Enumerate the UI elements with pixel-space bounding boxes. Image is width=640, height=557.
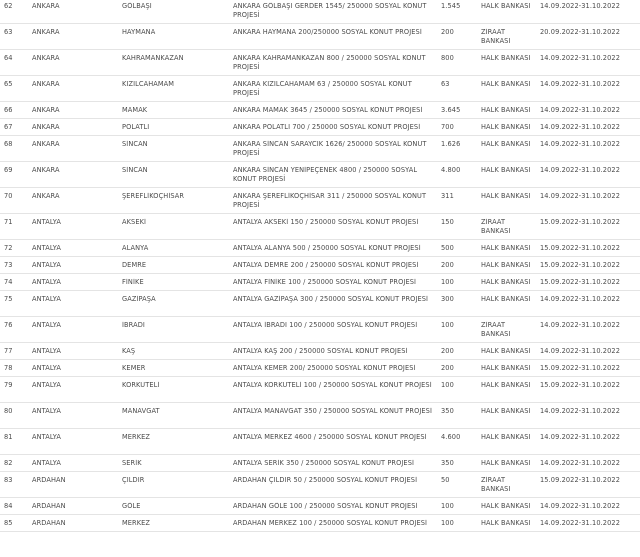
district-cell: ALANYA	[122, 244, 149, 252]
unit-count-cell: 1.626	[441, 140, 461, 148]
row-number: 64	[4, 54, 13, 62]
province-cell: ANTALYA	[32, 278, 61, 286]
application-dates-cell: 14.09.2022-31.10.2022	[540, 502, 620, 510]
project-name-cell: ANTALYA MERKEZ 4600 / 250000 SOSYAL KONUT PROJESİ	[233, 433, 427, 441]
unit-count-cell: 700	[441, 123, 454, 131]
unit-count-cell: 50	[441, 476, 450, 484]
district-cell: ŞEREFLİKOÇHİSAR	[122, 192, 185, 200]
table-row	[0, 50, 640, 76]
project-name-cell: ANKARA ŞEREFLİKOÇHİSAR 311 / 250000 SOSYAL KONUT PROJESİ	[233, 192, 427, 209]
district-cell: SİNCAN	[122, 140, 148, 148]
application-dates-cell: 14.09.2022-31.10.2022	[540, 459, 620, 467]
application-dates-cell: 14.09.2022-31.10.2022	[540, 166, 620, 174]
application-dates-cell: 14.09.2022-31.10.2022	[540, 321, 620, 329]
bank-cell: HALK BANKASI	[481, 433, 531, 441]
project-name-cell: ARDAHAN MERKEZ 100 / 250000 SOSYAL KONUT PROJESİ	[233, 519, 428, 527]
table-row	[0, 317, 640, 343]
district-cell: KORKUTELİ	[122, 381, 160, 389]
bank-cell: HALK BANKASI	[481, 407, 531, 415]
bank-cell: HALK BANKASI	[481, 519, 531, 527]
province-cell: ANTALYA	[32, 347, 61, 355]
project-name-cell: ANKARA HAYMANA 200/250000 SOSYAL KONUT PROJESİ	[233, 28, 422, 36]
row-number: 81	[4, 433, 13, 441]
bank-cell: HALK BANKASI	[481, 364, 531, 372]
unit-count-cell: 100	[441, 519, 454, 527]
table-row	[0, 24, 640, 50]
unit-count-cell: 63	[441, 80, 450, 88]
unit-count-cell: 1.545	[441, 2, 461, 10]
table-row	[0, 274, 640, 291]
province-cell: ANKARA	[32, 166, 60, 174]
district-cell: AKSEKİ	[122, 218, 147, 226]
district-cell: GÖLBAŞI	[122, 2, 152, 10]
project-name-cell: ANTALYA KEMER 200/ 250000 SOSYAL KONUT PROJESİ	[233, 364, 416, 372]
unit-count-cell: 100	[441, 502, 454, 510]
table-row	[0, 291, 640, 317]
row-number: 74	[4, 278, 13, 286]
district-cell: MAMAK	[122, 106, 148, 114]
application-dates-cell: 15.09.2022-31.10.2022	[540, 476, 620, 484]
bank-cell: HALK BANKASI	[481, 244, 531, 252]
district-cell: KAŞ	[122, 347, 136, 355]
row-number: 63	[4, 28, 13, 36]
district-cell: MERKEZ	[122, 433, 151, 441]
application-dates-cell: 14.09.2022-31.10.2022	[540, 192, 620, 200]
district-cell: HAYMANA	[122, 28, 156, 36]
province-cell: ANTALYA	[32, 364, 61, 372]
district-cell: SİNCAN	[122, 166, 148, 174]
table-row	[0, 429, 640, 455]
bank-cell: HALK BANKASI	[481, 140, 531, 148]
province-cell: ARDAHAN	[32, 519, 66, 527]
row-number: 76	[4, 321, 13, 329]
province-cell: ANKARA	[32, 123, 60, 131]
application-dates-cell: 15.09.2022-31.10.2022	[540, 218, 620, 226]
province-cell: ARDAHAN	[32, 476, 66, 484]
row-number: 67	[4, 123, 13, 131]
application-dates-cell: 14.09.2022-31.10.2022	[540, 80, 620, 88]
row-number: 82	[4, 459, 13, 467]
bank-cell: HALK BANKASI	[481, 54, 531, 62]
bank-cell: ZİRAAT BANKASI	[481, 28, 511, 45]
row-number: 75	[4, 295, 13, 303]
province-cell: ANKARA	[32, 140, 60, 148]
district-cell: KAHRAMANKAZAN	[122, 54, 184, 62]
province-cell: ANKARA	[32, 28, 60, 36]
district-cell: İBRADI	[122, 321, 145, 329]
unit-count-cell: 4.600	[441, 433, 461, 441]
table-row	[0, 136, 640, 162]
application-dates-cell: 14.09.2022-31.10.2022	[540, 2, 620, 10]
province-cell: ANKARA	[32, 2, 60, 10]
project-name-cell: ANKARA SİNCAN YENİPEÇENEK 4800 / 250000 SOSYAL KONUT PROJESİ	[233, 166, 418, 183]
bank-cell: HALK BANKASI	[481, 192, 531, 200]
table-row	[0, 455, 640, 472]
application-dates-cell: 15.09.2022-31.10.2022	[540, 381, 620, 389]
row-number: 78	[4, 364, 13, 372]
row-number: 85	[4, 519, 13, 527]
bank-cell: ZİRAAT BANKASI	[481, 476, 511, 493]
project-name-cell: ANTALYA AKSEKİ 150 / 250000 SOSYAL KONUT PROJESİ	[233, 218, 419, 226]
application-dates-cell: 14.09.2022-31.10.2022	[540, 54, 620, 62]
unit-count-cell: 100	[441, 278, 454, 286]
unit-count-cell: 200	[441, 28, 454, 36]
table-row	[0, 119, 640, 136]
district-cell: DEMRE	[122, 261, 147, 269]
unit-count-cell: 100	[441, 381, 454, 389]
project-name-cell: ANTALYA MANAVGAT 350 / 250000 SOSYAL KONUT PROJESİ	[233, 407, 432, 415]
project-name-cell: ARDAHAN GÖLE 100 / 250000 SOSYAL KONUT PROJESİ	[233, 502, 418, 510]
table-row	[0, 360, 640, 377]
bank-cell: ZİRAAT BANKASI	[481, 321, 511, 338]
table-row	[0, 377, 640, 403]
bank-cell: HALK BANKASI	[481, 261, 531, 269]
province-cell: ANTALYA	[32, 321, 61, 329]
row-number: 71	[4, 218, 13, 226]
district-cell: GAZİPAŞA	[122, 295, 156, 303]
unit-count-cell: 800	[441, 54, 454, 62]
row-number: 84	[4, 502, 13, 510]
project-name-cell: ANKARA MAMAK 3645 / 250000 SOSYAL KONUT PROJESİ	[233, 106, 423, 114]
application-dates-cell: 14.09.2022-31.10.2022	[540, 433, 620, 441]
bank-cell: HALK BANKASI	[481, 106, 531, 114]
province-cell: ANTALYA	[32, 218, 61, 226]
row-number: 77	[4, 347, 13, 355]
unit-count-cell: 200	[441, 364, 454, 372]
application-dates-cell: 14.09.2022-31.10.2022	[540, 106, 620, 114]
bank-cell: HALK BANKASI	[481, 502, 531, 510]
row-number: 68	[4, 140, 13, 148]
province-cell: ARDAHAN	[32, 502, 66, 510]
project-name-cell: ANTALYA FİNİKE 100 / 250000 SOSYAL KONUT PROJESİ	[233, 278, 417, 286]
province-cell: ANKARA	[32, 192, 60, 200]
unit-count-cell: 200	[441, 261, 454, 269]
row-number: 69	[4, 166, 13, 174]
row-number: 62	[4, 2, 13, 10]
unit-count-cell: 200	[441, 347, 454, 355]
district-cell: KEMER	[122, 364, 146, 372]
application-dates-cell: 14.09.2022-31.10.2022	[540, 347, 620, 355]
application-dates-cell: 14.09.2022-31.10.2022	[540, 123, 620, 131]
table-row	[0, 240, 640, 257]
row-number: 83	[4, 476, 13, 484]
bank-cell: HALK BANKASI	[481, 459, 531, 467]
unit-count-cell: 311	[441, 192, 454, 200]
project-name-cell: ANKARA GÖLBAŞI GERDER 1545/ 250000 SOSYAL KONUT PROJESİ	[233, 2, 427, 19]
project-name-cell: ANTALYA SERİK 350 / 250000 SOSYAL KONUT PROJESİ	[233, 459, 415, 467]
province-cell: ANTALYA	[32, 244, 61, 252]
row-number: 65	[4, 80, 13, 88]
unit-count-cell: 350	[441, 459, 454, 467]
application-dates-cell: 14.09.2022-31.10.2022	[540, 407, 620, 415]
bank-cell: HALK BANKASI	[481, 80, 531, 88]
table-row	[0, 102, 640, 119]
project-name-cell: ARDAHAN ÇILDIR 50 / 250000 SOSYAL KONUT PROJESİ	[233, 476, 418, 484]
row-number: 79	[4, 381, 13, 389]
province-cell: ANTALYA	[32, 261, 61, 269]
application-dates-cell: 14.09.2022-31.10.2022	[540, 295, 620, 303]
bank-cell: HALK BANKASI	[481, 295, 531, 303]
row-number: 73	[4, 261, 13, 269]
table-row	[0, 403, 640, 429]
application-dates-cell: 15.09.2022-31.10.2022	[540, 244, 620, 252]
project-name-cell: ANTALYA İBRADI 100 / 250000 SOSYAL KONUT PROJESİ	[233, 321, 418, 329]
unit-count-cell: 300	[441, 295, 454, 303]
project-name-cell: ANKARA KIZILCAHAMAM 63 / 250000 SOSYAL KONUT PROJESİ	[233, 80, 412, 97]
project-name-cell: ANKARA POLATLI 700 / 250000 SOSYAL KONUT PROJESİ	[233, 123, 421, 131]
bank-cell: HALK BANKASI	[481, 278, 531, 286]
unit-count-cell: 100	[441, 321, 454, 329]
table-row	[0, 162, 640, 188]
bank-cell: HALK BANKASI	[481, 2, 531, 10]
district-cell: MANAVGAT	[122, 407, 160, 415]
row-number: 80	[4, 407, 13, 415]
district-cell: GÖLE	[122, 502, 141, 510]
project-name-cell: ANTALYA ALANYA 500 / 250000 SOSYAL KONUT PROJESİ	[233, 244, 421, 252]
province-cell: ANTALYA	[32, 459, 61, 467]
application-dates-cell: 15.09.2022-31.10.2022	[540, 364, 620, 372]
row-number: 70	[4, 192, 13, 200]
unit-count-cell: 3.645	[441, 106, 461, 114]
district-cell: SERİK	[122, 459, 142, 467]
province-cell: ANTALYA	[32, 381, 61, 389]
province-cell: ANKARA	[32, 106, 60, 114]
table-row	[0, 257, 640, 274]
bank-cell: ZİRAAT BANKASI	[481, 218, 511, 235]
bank-cell: HALK BANKASI	[481, 347, 531, 355]
application-dates-cell: 14.09.2022-31.10.2022	[540, 519, 620, 527]
district-cell: POLATLI	[122, 123, 150, 131]
project-name-cell: ANTALYA KORKUTELİ 100 / 250000 SOSYAL KONUT PROJESİ	[233, 381, 432, 389]
project-name-cell: ANTALYA KAŞ 200 / 250000 SOSYAL KONUT PROJESİ	[233, 347, 408, 355]
bank-cell: HALK BANKASI	[481, 381, 531, 389]
unit-count-cell: 500	[441, 244, 454, 252]
project-name-cell: ANTALYA DEMRE 200 / 250000 SOSYAL KONUT PROJESİ	[233, 261, 419, 269]
table-row	[0, 498, 640, 515]
bank-cell: HALK BANKASI	[481, 166, 531, 174]
province-cell: ANTALYA	[32, 433, 61, 441]
bank-cell: HALK BANKASI	[481, 123, 531, 131]
table-row	[0, 188, 640, 214]
project-name-cell: ANKARA SİNCAN SARAYCIK 1626/ 250000 SOSYAL KONUT PROJESİ	[233, 140, 427, 157]
project-name-cell: ANKARA KAHRAMANKAZAN 800 / 250000 SOSYAL KONUT PROJESİ	[233, 54, 426, 71]
table-row	[0, 214, 640, 240]
province-cell: ANTALYA	[32, 295, 61, 303]
project-name-cell: ANTALYA GAZİPAŞA 300 / 250000 SOSYAL KONUT PROJESİ	[233, 295, 429, 303]
application-dates-cell: 15.09.2022-31.10.2022	[540, 278, 620, 286]
table-row	[0, 343, 640, 360]
row-number: 66	[4, 106, 13, 114]
province-cell: ANKARA	[32, 54, 60, 62]
table-row	[0, 515, 640, 532]
table-row	[0, 76, 640, 102]
unit-count-cell: 150	[441, 218, 454, 226]
district-cell: KIZILCAHAMAM	[122, 80, 175, 88]
application-dates-cell: 20.09.2022-31.10.2022	[540, 28, 620, 36]
application-dates-cell: 14.09.2022-31.10.2022	[540, 140, 620, 148]
province-cell: ANTALYA	[32, 407, 61, 415]
province-cell: ANKARA	[32, 80, 60, 88]
row-number: 72	[4, 244, 13, 252]
district-cell: MERKEZ	[122, 519, 151, 527]
unit-count-cell: 4.800	[441, 166, 461, 174]
application-dates-cell: 15.09.2022-31.10.2022	[540, 261, 620, 269]
table-row	[0, 472, 640, 498]
table-row	[0, 0, 640, 24]
district-cell: FİNİKE	[122, 278, 144, 286]
unit-count-cell: 350	[441, 407, 454, 415]
district-cell: ÇILDIR	[122, 476, 145, 484]
